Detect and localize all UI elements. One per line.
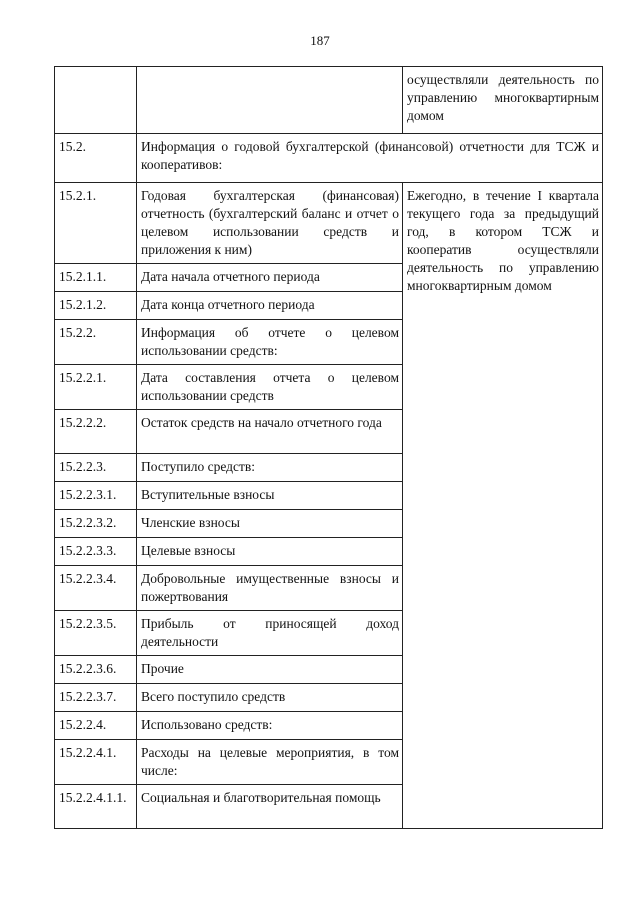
item-number-cell: 15.2.2.3.2. bbox=[55, 510, 137, 538]
item-description-cell: Вступительные взносы bbox=[137, 482, 403, 510]
section-heading-cell: Информация о годовой бухгалтерской (финансовой) отчетности для ТСЖ и кооперативов: bbox=[137, 134, 603, 183]
item-number-cell: 15.2.1.2. bbox=[55, 292, 137, 320]
item-number-cell: 15.2.2.3.7. bbox=[55, 684, 137, 712]
item-description-cell: Всего поступило средств bbox=[137, 684, 403, 712]
item-description-cell: Прочие bbox=[137, 656, 403, 684]
item-number-cell: 15.2. bbox=[55, 134, 137, 183]
item-number-cell: 15.2.2.4. bbox=[55, 712, 137, 740]
period-cell: осуществляли деятельность по управлению многоквартирным домом bbox=[403, 67, 603, 134]
item-number-cell: 15.2.2.3.5. bbox=[55, 611, 137, 656]
table-row bbox=[55, 134, 603, 183]
item-number-cell: 15.2.2.3.4. bbox=[55, 566, 137, 611]
item-number-cell: 15.2.2.3.6. bbox=[55, 656, 137, 684]
period-cell: Ежегодно, в течение I квартала текущего года за предыдущий год, в котором ТСЖ и кооператив осуществляли деятельность по управлению многоквартирным домом bbox=[403, 183, 603, 829]
item-number-cell: 15.2.1. bbox=[55, 183, 137, 264]
item-description-cell: Дата начала отчетного периода bbox=[137, 264, 403, 292]
page-number: 187 bbox=[310, 33, 330, 48]
disclosure-table bbox=[54, 66, 603, 829]
item-description-cell bbox=[137, 67, 403, 134]
item-number-cell: 15.2.2.2. bbox=[55, 410, 137, 454]
item-description-cell: Остаток средств на начало отчетного года bbox=[137, 410, 403, 454]
item-description-cell: Расходы на целевые мероприятия, в том числе: bbox=[137, 740, 403, 785]
item-description-cell: Поступило средств: bbox=[137, 454, 403, 482]
item-description-cell: Использовано средств: bbox=[137, 712, 403, 740]
item-number-cell: 15.2.2.3.1. bbox=[55, 482, 137, 510]
item-description-cell: Членские взносы bbox=[137, 510, 403, 538]
item-description-cell: Дата конца отчетного периода bbox=[137, 292, 403, 320]
item-description-cell: Дата составления отчета о целевом использовании средств bbox=[137, 365, 403, 410]
item-number-cell: 15.2.2.3. bbox=[55, 454, 137, 482]
item-description-cell: Прибыль от приносящей доход деятельности bbox=[137, 611, 403, 656]
item-number-cell: 15.2.2. bbox=[55, 320, 137, 365]
item-description-cell: Добровольные имущественные взносы и пожертвования bbox=[137, 566, 403, 611]
item-number-cell: 15.2.2.1. bbox=[55, 365, 137, 410]
item-number-cell: 15.2.2.3.3. bbox=[55, 538, 137, 566]
item-number-cell: 15.2.2.4.1.1. bbox=[55, 785, 137, 829]
table-row bbox=[55, 67, 603, 134]
item-number-cell bbox=[55, 67, 137, 134]
item-description-cell: Годовая бухгалтерская (финансовая) отчетность (бухгалтерский баланс и отчет о целевом использовании средств и приложения к ним) bbox=[137, 183, 403, 264]
item-description-cell: Целевые взносы bbox=[137, 538, 403, 566]
table-row bbox=[55, 183, 603, 264]
item-number-cell: 15.2.2.4.1. bbox=[55, 740, 137, 785]
item-description-cell: Информация об отчете о целевом использовании средств: bbox=[137, 320, 403, 365]
item-number-cell: 15.2.1.1. bbox=[55, 264, 137, 292]
item-description-cell: Социальная и благотворительная помощь bbox=[137, 785, 403, 829]
